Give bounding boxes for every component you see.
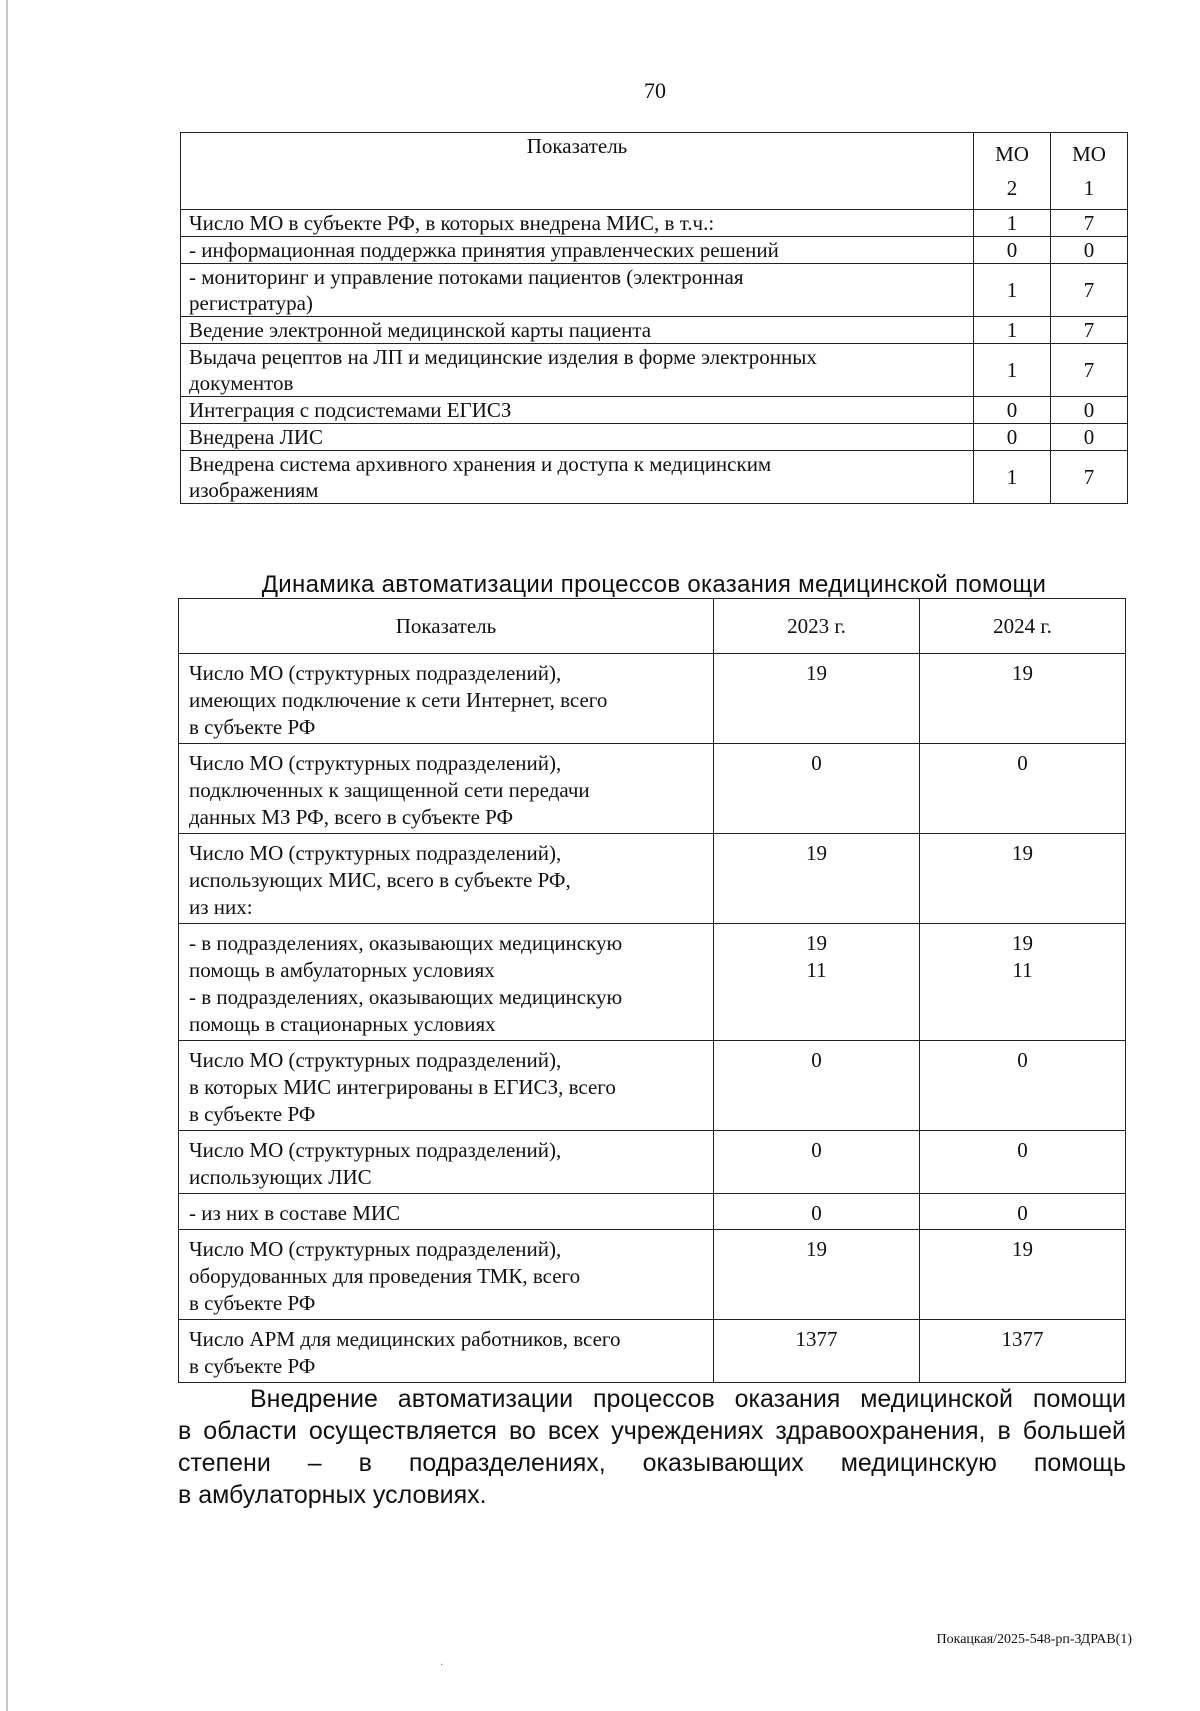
indicator-cell	[181, 237, 974, 264]
year-2024-value	[919, 834, 1125, 924]
table-row	[179, 1041, 1126, 1131]
indicator-cell	[179, 1131, 714, 1194]
cell-line: 19	[1011, 1237, 1033, 1261]
year-2024-value	[919, 1131, 1125, 1194]
table-row	[181, 237, 1128, 264]
cell-line: Выдача рецептов на ЛП и медицинские изделия в форме электронных	[189, 345, 817, 369]
mo1-value: 0	[1051, 397, 1128, 424]
header-line: 2	[1006, 176, 1018, 200]
year-2024-value	[919, 1194, 1125, 1230]
conclusion-paragraph	[178, 1383, 1126, 1511]
table-row	[179, 1194, 1126, 1230]
table-row	[179, 924, 1126, 1041]
cell-line: данных МЗ РФ, всего в субъекте РФ	[189, 805, 514, 829]
cell-line: 1377	[795, 1327, 838, 1351]
page-edge	[6, 0, 8, 1711]
cell-line: - информационная поддержка принятия управленческих решений	[189, 238, 779, 262]
year-2023-value	[713, 1041, 919, 1131]
table-row	[179, 1320, 1126, 1383]
cell-line: помощь в стационарных условиях	[189, 1012, 496, 1036]
cell-line: изображениям	[189, 478, 319, 502]
mo1-value: 7	[1051, 210, 1128, 237]
table-header-row	[179, 599, 1126, 654]
cell-line: имеющих подключение к сети Интернет, всего	[189, 688, 608, 712]
year-2024-value	[919, 1041, 1125, 1131]
cell-line: 0	[1017, 1138, 1028, 1162]
cell-line: 19	[805, 931, 827, 955]
paragraph-line: Внедрение автоматизации процессов оказания медицинской помощи	[250, 1385, 1126, 1413]
header-line: 1	[1083, 176, 1095, 200]
cell-line: в которых МИС интегрированы в ЕГИСЗ, всего	[189, 1075, 616, 1099]
year-2023-value	[713, 654, 919, 744]
automation-dynamics-table	[178, 598, 1126, 1383]
indicator-header: Показатель	[179, 599, 714, 654]
cell-line: оборудованных для проведения ТМК, всего	[189, 1264, 581, 1288]
header-line: МО	[1072, 142, 1106, 166]
cell-line: 0	[1017, 751, 1028, 775]
cell-line: 1377	[1001, 1327, 1044, 1351]
table-row	[179, 1230, 1126, 1320]
cell-line: из них:	[189, 895, 253, 919]
year-2024-header: 2024 г.	[919, 599, 1125, 654]
mo1-value: 7	[1051, 317, 1128, 344]
mo1-value: 0	[1051, 424, 1128, 451]
header-line: МО	[995, 142, 1029, 166]
mis-implementation-table	[180, 132, 1128, 504]
document-code: Покацкая/2025-548-рп-ЗДРАВ(1)	[936, 1632, 1132, 1647]
cell-line: - из них в составе МИС	[189, 1201, 401, 1225]
cell-line: Внедрена ЛИС	[189, 425, 324, 449]
cell-line: 0	[811, 1048, 822, 1072]
mo2-value: 1	[974, 317, 1051, 344]
indicator-cell	[181, 451, 974, 504]
mo2-value: 1	[974, 344, 1051, 397]
cell-line: Число МО (структурных подразделений),	[189, 841, 562, 865]
cell-line: Число АРМ для медицинских работников, всего	[189, 1327, 621, 1351]
table-row	[181, 451, 1128, 504]
cell-line: 0	[811, 1138, 822, 1162]
cell-line: Внедрена система архивного хранения и доступа к медицинским	[189, 452, 772, 476]
cell-line: в субъекте РФ	[189, 715, 316, 739]
table-row	[181, 344, 1128, 397]
cell-line: - мониторинг и управление потоками пациентов (электронная	[189, 265, 744, 289]
cell-line: 0	[811, 1201, 822, 1225]
cell-line: 19	[805, 841, 827, 865]
indicator-header: Показатель	[181, 133, 974, 210]
year-2023-value	[713, 1320, 919, 1383]
indicator-cell	[181, 424, 974, 451]
year-2023-value	[713, 1230, 919, 1320]
automation-dynamics-title: Динамика автоматизации процессов оказания медицинской помощи	[261, 571, 1047, 598]
mo2-value: 1	[974, 451, 1051, 504]
mo2-value: 1	[974, 264, 1051, 317]
mo2-value: 0	[974, 424, 1051, 451]
year-2024-value	[919, 924, 1125, 1041]
cell-line: 0	[1017, 1201, 1028, 1225]
indicator-cell	[179, 924, 714, 1041]
table-row	[181, 210, 1128, 237]
cell-line: Число МО (структурных подразделений),	[189, 1048, 562, 1072]
year-2024-value	[919, 744, 1125, 834]
cell-line: 19	[1011, 661, 1033, 685]
mo1-value: 7	[1051, 451, 1128, 504]
cell-line: 19	[1011, 841, 1033, 865]
year-2023-value	[713, 924, 919, 1041]
indicator-cell	[181, 317, 974, 344]
cell-line: регистратура)	[189, 291, 313, 315]
mo1-value: 7	[1051, 264, 1128, 317]
cell-line: Число МО (структурных подразделений),	[189, 1138, 562, 1162]
table-row	[181, 264, 1128, 317]
cell-line: документов	[189, 371, 294, 395]
cell-line: Ведение электронной медицинской карты пациента	[189, 318, 652, 342]
year-2023-value	[713, 744, 919, 834]
cell-line: Число МО в субъекте РФ, в которых внедрена МИС, в т.ч.:	[189, 211, 715, 235]
mo2-value: 1	[974, 210, 1051, 237]
year-2023-value	[713, 834, 919, 924]
indicator-cell	[181, 344, 974, 397]
year-2023-value	[713, 1131, 919, 1194]
cell-line: 0	[1017, 1048, 1028, 1072]
indicator-cell	[181, 264, 974, 317]
indicator-cell	[179, 834, 714, 924]
paragraph-line: в амбулаторных условиях.	[178, 1481, 487, 1509]
mo1-value: 7	[1051, 344, 1128, 397]
table-row	[181, 397, 1128, 424]
cell-line: - в подразделениях, оказывающих медицинскую	[189, 985, 623, 1009]
cell-line: в субъекте РФ	[189, 1291, 316, 1315]
cell-line: в субъекте РФ	[189, 1102, 316, 1126]
page-number: 70	[644, 78, 666, 103]
indicator-cell	[179, 1194, 714, 1230]
indicator-cell	[181, 210, 974, 237]
table-row	[181, 317, 1128, 344]
mo2-value: 0	[974, 397, 1051, 424]
table-row	[181, 424, 1128, 451]
mo1-value: 0	[1051, 237, 1128, 264]
cell-line: подключенных к защищенной сети передачи	[189, 778, 590, 802]
cell-line: 19	[1011, 931, 1033, 955]
cell-line: в субъекте РФ	[189, 1354, 316, 1378]
cell-line: 19	[805, 661, 827, 685]
indicator-cell	[179, 654, 714, 744]
table-row	[179, 834, 1126, 924]
indicator-cell	[179, 744, 714, 834]
mo2-header	[974, 133, 1051, 210]
cell-line: помощь в амбулаторных условиях	[189, 958, 495, 982]
table-row	[179, 744, 1126, 834]
paragraph-line: степени – в подразделениях, оказывающих медицинскую помощь	[178, 1449, 1126, 1477]
indicator-cell	[179, 1320, 714, 1383]
table-row	[179, 654, 1126, 744]
indicator-cell	[179, 1230, 714, 1320]
cell-line: - в подразделениях, оказывающих медицинскую	[189, 931, 623, 955]
table-row	[179, 1131, 1126, 1194]
paragraph-line: в области осуществляется во всех учреждениях здравоохранения, в большей	[178, 1417, 1126, 1445]
scan-dot: ·	[440, 1660, 444, 1671]
table-header-row	[181, 133, 1128, 210]
cell-line: Число МО (структурных подразделений),	[189, 1237, 562, 1261]
year-2023-header: 2023 г.	[713, 599, 919, 654]
year-2023-value	[713, 1194, 919, 1230]
indicator-cell	[181, 397, 974, 424]
year-2024-value	[919, 654, 1125, 744]
indicator-cell	[179, 1041, 714, 1131]
cell-line: использующих ЛИС	[189, 1165, 372, 1189]
year-2024-value	[919, 1320, 1125, 1383]
mo1-header	[1051, 133, 1128, 210]
cell-line: использующих МИС, всего в субъекте РФ,	[189, 868, 571, 892]
cell-line: Число МО (структурных подразделений),	[189, 751, 562, 775]
cell-line: 0	[811, 751, 822, 775]
cell-line: Число МО (структурных подразделений),	[189, 661, 562, 685]
year-2024-value	[919, 1230, 1125, 1320]
cell-line: 11	[806, 958, 827, 982]
cell-line: 19	[805, 1237, 827, 1261]
cell-line: Интеграция с подсистемами ЕГИСЗ	[189, 398, 512, 422]
mo2-value: 0	[974, 237, 1051, 264]
cell-line: 11	[1012, 958, 1033, 982]
